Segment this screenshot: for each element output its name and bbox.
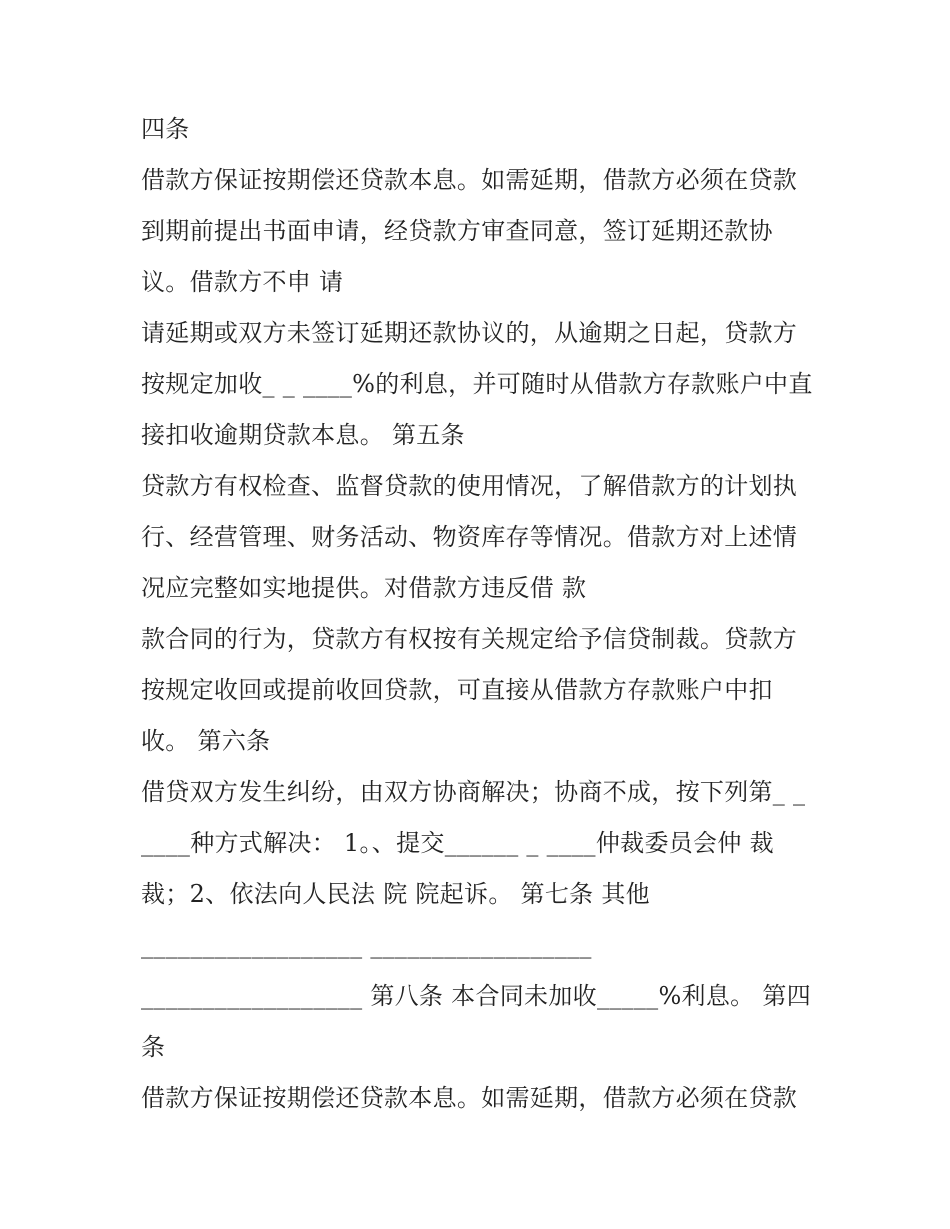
text-line: 况应完整如实地提供。对借款方违反借 款 <box>141 574 587 602</box>
text-line: ____种方式解决： 1。、提交______ _ ____仲裁委员会仲 裁 <box>141 829 774 857</box>
text-line: 贷款方有权检查、监督贷款的使用情况，了解借款方的计划执 <box>141 472 798 500</box>
text-line: __________________ __________________ <box>141 931 592 959</box>
text-line: 到期前提出书面申请，经贷款方审查同意，签订延期还款协 <box>141 217 773 245</box>
text-line: 借款方保证按期偿还贷款本息。如需延期，借款方必须在贷款 <box>141 1084 798 1112</box>
text-line: 行、经营管理、财务活动、物资库存等情况。借款方对上述情 <box>141 523 798 551</box>
text-line: 收。 第六条 <box>141 727 271 755</box>
text-line: 接扣收逾期贷款本息。 第五条 <box>141 421 465 449</box>
text-line: 款合同的行为，贷款方有权按有关规定给予信贷制裁。贷款方 <box>141 625 798 653</box>
text-line: 裁；2、依法向人民法 院 院起诉。 第七条 其他 <box>141 880 650 908</box>
text-line: __________________ 第八条 本合同未加收_____%利息。 第四 <box>141 982 811 1010</box>
text-line: 借贷双方发生纠纷，由双方协商解决；协商不成，按下列第_ _ <box>141 778 806 806</box>
text-line: 按规定加收_ _ ____%的利息，并可随时从借款方存款账户中直 <box>141 370 813 398</box>
text-line: 按规定收回或提前收回贷款，可直接从借款方存款账户中扣 <box>141 676 773 704</box>
text-line: 条 <box>141 1033 166 1061</box>
text-line: 请延期或双方未签订延期还款协议的，从逾期之日起，贷款方 <box>141 319 798 347</box>
text-line: 四条 <box>141 115 190 143</box>
text-line: 议。借款方不申 请 <box>141 268 344 296</box>
text-line: 借款方保证按期偿还贷款本息。如需延期，借款方必须在贷款 <box>141 166 798 194</box>
